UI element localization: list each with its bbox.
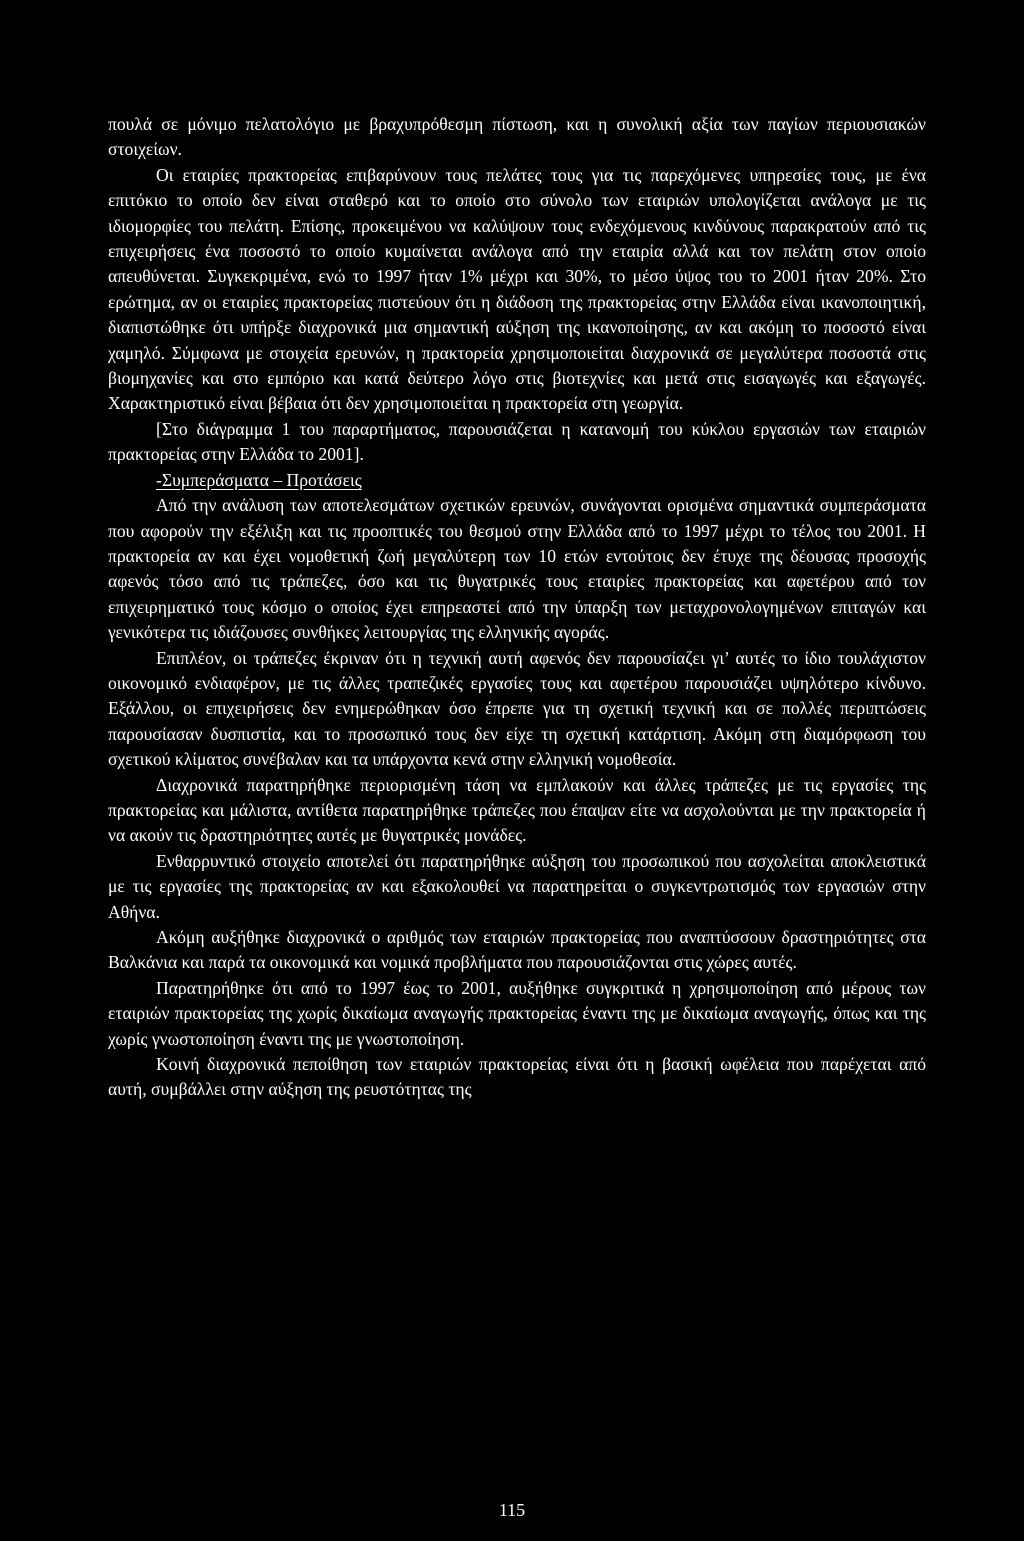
- paragraph-7: Ενθαρρυντικό στοιχείο αποτελεί ότι παρατηρήθηκε αύξηση του προσωπικού που ασχολείται αποκλειστικά με τις εργασίες της πρακτορείας αν και εξακολουθεί να παρατηρείται ο συγκεντρωτισμός των εργασιών στην Αθήνα.: [108, 850, 926, 922]
- page-number: 115: [498, 1500, 526, 1520]
- section-heading: [108, 468, 926, 493]
- document-body: [108, 112, 926, 1103]
- paragraph-3: [Στο διάγραμμα 1 του παραρτήματος, παρουσιάζεται η κατανομή του κύκλου εργασιών των εταιριών πρακτορείας στην Ελλάδα το 2001].: [108, 418, 926, 465]
- section-heading-text: -Συμπεράσματα – Προτάσεις: [156, 469, 362, 490]
- paragraph-4: Από την ανάλυση των αποτελεσμάτων σχετικών ερευνών, συνάγονται ορισμένα σημαντικά συμπεράσματα που αφορούν την εξέλιξη και τις προοπτικές του θεσμού στην Ελλάδα από το 1997 μέχρι το τέλος του 2001. Η πρακτορεία αν και έχει νομοθετική ζωή μεγαλύτερη των 10 ετών εντούτοις δεν έτυχε της δέουσας προσοχής αφενός τόσο από τις τράπεζες, όσο και τις θυγατρικές τους εταιρίες πρακτορείας και αφετέρου από τον επιχειρηματικό τους κόσμο ο οποίος έχει επηρεαστεί από την ύπαρξη των μεταχρονολογημένων επιταγών και γενικότερα τις ιδιάζουσες συνθήκες λειτουργίας της ελληνικής αγοράς.: [108, 495, 926, 643]
- paragraph-8: Ακόμη αυξήθηκε διαχρονικά ο αριθμός των εταιριών πρακτορείας που αναπτύσσουν δραστηριότητες στα Βαλκάνια και παρά τα οικονομικά και νομικά προβλήματα που παρουσιάζονται στις χώρες αυτές.: [108, 927, 926, 973]
- paragraph-10: Κοινή διαχρονικά πεποίθηση των εταιριών πρακτορείας είναι ότι η βασική ωφέλεια που παρέχεται από αυτή, συμβάλλει στην αύξηση της ρευστότητας της: [108, 1054, 926, 1100]
- paragraph-2: Οι εταιρίες πρακτορείας επιβαρύνουν τους πελάτες τους για τις παρεχόμενες υπηρεσίες τους, με ένα επιτόκιο το οποίο δεν είναι σταθερό και το οποίο στο σύνολο των εταιριών υπολογίζεται ανάλογα με τις ιδιομορφίες του πελάτη. Επίσης, προκειμένου να καλύψουν τους ενδεχόμενους κινδύνους παρακρατούν από τις επιχειρήσεις ένα ποσοστό το οποίο κυμαίνεται ανάλογα από την εταιρία αλλά και τον πελάτη στον οποίο απευθύνεται. Συγκεκριμένα, ενώ το 1997 ήταν 1% μέχρι και 30%, το μέσο ύψος του το 2001 ήταν 20%. Στο ερώτημα, αν οι εταιρίες πρακτορείας πιστεύουν ότι η διάδοση της πρακτορείας στην Ελλάδα είναι ικανοποιητική, διαπιστώθηκε ότι υπήρξε διαχρονικά μια σημαντική αύξηση της ικανοποίησης, αν και ακόμη το ποσοστό είναι χαμηλό. Σύμφωνα με στοιχεία ερευνών, η πρακτορεία χρησιμοποιείται διαχρονικά σε μεγαλύτερα ποσοστά στις βιομηχανίες και στο εμπόριο και κατά δεύτερο λόγο στις βιοτεχνίες και μετά στις εισαγωγές και εξαγωγές. Χαρακτηριστικό είναι βέβαια ότι δεν χρησιμοποιείται η πρακτορεία στη γεωργία.: [108, 164, 926, 414]
- paragraph-9: Παρατηρήθηκε ότι από το 1997 έως το 2001, αυξήθηκε συγκριτικά η χρησιμοποίηση από μέρους των εταιριών πρακτορείας της χωρίς δικαίωμα αναγωγής πρακτορείας έναντι της με δικαίωμα αναγωγής, όπως και της χωρίς γνωστοποίηση έναντι της με γνωστοποίηση.: [108, 977, 926, 1049]
- paragraph-5: Επιπλέον, οι τράπεζες έκριναν ότι η τεχνική αυτή αφενός δεν παρουσίαζει γι’ αυτές το ίδιο τουλάχιστον οικονομικό ενδιαφέρον, με τις άλλες τραπεζικές εργασίες τους και αφετέρου παρουσιάζει υψηλότερο κίνδυνο. Εξάλλου, οι επιχειρήσεις δεν ενημερώθηκαν όσο έπρεπε για τη σχετική τεχνική και σε πολλές περιπτώσεις παρουσίασαν δυσπιστία, και το προσωπικό τους δεν είχε τη σχετική κατάρτιση. Ακόμη στη διαμόρφωση του σχετικού κλίματος συνέβαλαν και τα υπάρχοντα κενά στην ελληνική νομοθεσία.: [108, 647, 926, 770]
- paragraph-6: Διαχρονικά παρατηρήθηκε περιορισμένη τάση να εμπλακούν και άλλες τράπεζες με τις εργασίες της πρακτορείας και μάλιστα, αντίθετα παρατηρήθηκε τράπεζες που έπαψαν είτε να ασχολούνται με την πρακτορεία ή να ακούν τις δραστηριότητες αυτές με θυγατρικές μονάδες.: [108, 774, 926, 846]
- paragraph-1: πουλά σε μόνιμο πελατολόγιο με βραχυπρόθεσμη πίστωση, και η συνολική αξία των παγίων περιουσιακών στοιχείων.: [108, 114, 926, 160]
